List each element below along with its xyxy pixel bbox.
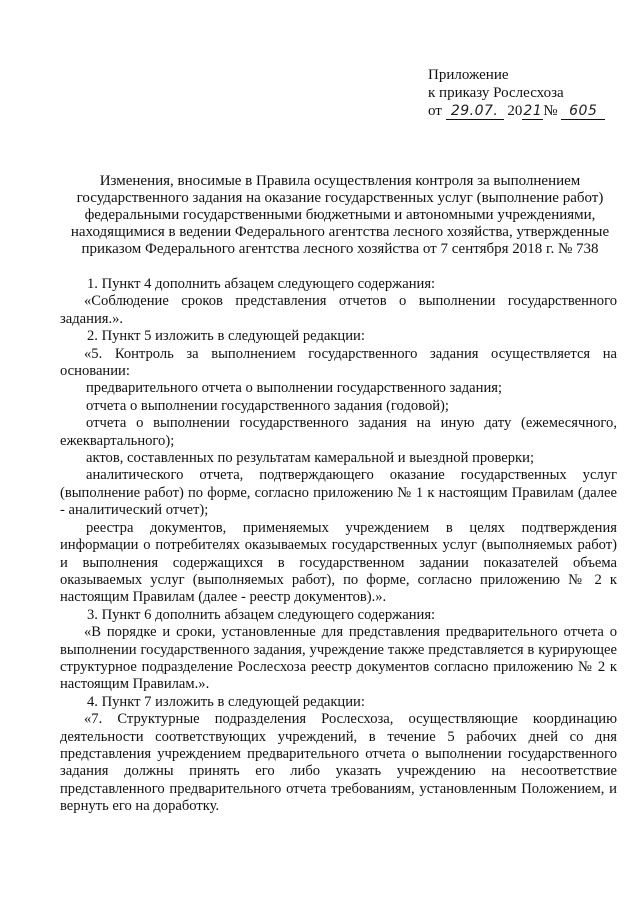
title-line: Изменения, вносимые в Правила осуществления контроля за выполнением	[99, 173, 581, 189]
order-date-line	[428, 102, 605, 120]
paragraph-quote: «5. Контроль за выполнением государственного задания осуществляется на основании:	[60, 345, 617, 380]
document-body	[60, 276, 617, 816]
document-title	[60, 173, 620, 258]
date-prefix: от	[428, 103, 442, 119]
appendix-label: Приложение	[428, 67, 509, 83]
title-line: федеральными государственными бюджетными и автономными учреждениями,	[84, 207, 596, 223]
title-line: находящимися в ведении Федерального агентства лесного хозяйства, утвержденные	[70, 224, 610, 240]
paragraph-list-entry: предварительного отчета о выполнении государственного задания;	[86, 380, 503, 397]
handwritten-year: 21	[523, 103, 543, 119]
title-line: государственного задания на оказание государственных услуг (выполнение работ)	[76, 190, 604, 206]
number-sign: №	[543, 103, 558, 119]
paragraph-list-entry: аналитического отчета, подтверждающего оказание государственных услуг (выполнение работ) по форме, согласно приложению № 1 к настоящим Правилам (далее - аналитический отчет);	[60, 467, 617, 519]
paragraph-item-2: 2. Пункт 5 изложить в следующей редакции:	[87, 328, 365, 345]
handwritten-order-number: 605	[561, 103, 605, 120]
paragraph-item-1: 1. Пункт 4 дополнить абзацем следующего содержания:	[87, 276, 436, 292]
handwritten-date: 29.07.	[446, 103, 504, 120]
paragraph-list-entry: актов, составленных по результатам камеральной и выездной проверки;	[86, 450, 535, 467]
paragraph-item-3: 3. Пункт 6 дополнить абзацем следующего содержания:	[87, 606, 436, 623]
year-prefix: 20	[507, 103, 523, 119]
paragraph-quote: «Соблюдение сроков представления отчетов о выполнении государственного задания.».	[60, 293, 617, 327]
title-line: приказом Федерального агентства лесного хозяйства от 7 сентября 2018 г. № 738	[81, 241, 599, 257]
paragraph-list-entry: отчета о выполнении государственного задания на иную дату (ежемесячного, ежеквартального);	[60, 415, 617, 449]
order-reference: к приказу Рослесхоза	[428, 85, 564, 101]
paragraph-item-4: 4. Пункт 7 изложить в следующей редакции:	[87, 693, 365, 710]
paragraph-quote: «7. Структурные подразделения Рослесхоза, осуществляющие координацию деятельности соответствующих учреждений, в течение 5 рабочих дней со дня представления учреждением предварительного отчета о выполнении государственного задания должны принять его либо указать учреждению на несоответствие представленного предварительного отчета требованиям, установленным Положением, и вернуть его на доработку.	[60, 711, 617, 815]
appendix-header	[428, 66, 605, 120]
paragraph-list-entry: отчета о выполнении государственного задания (годовой);	[86, 397, 449, 414]
paragraph-list-entry: реестра документов, применяемых учреждением в целях подтверждения информации о потребителях оказываемых государственных услуг (выполняемых работ) и выполнения содержащихся в государственном задании показателей объема оказываемых услуг (выполняемых работ), по форме, согласно приложению № 2 к настоящим Правилам (далее - реестр документов).».	[60, 519, 617, 606]
paragraph-quote: «В порядке и сроки, установленные для представления предварительного отчета о выполнении государственного задания, учреждение также представляется в курирующее структурное подразделение Рослесхоза реестр документов согласно приложению № 2 к настоящим Правилам.».	[60, 624, 617, 693]
